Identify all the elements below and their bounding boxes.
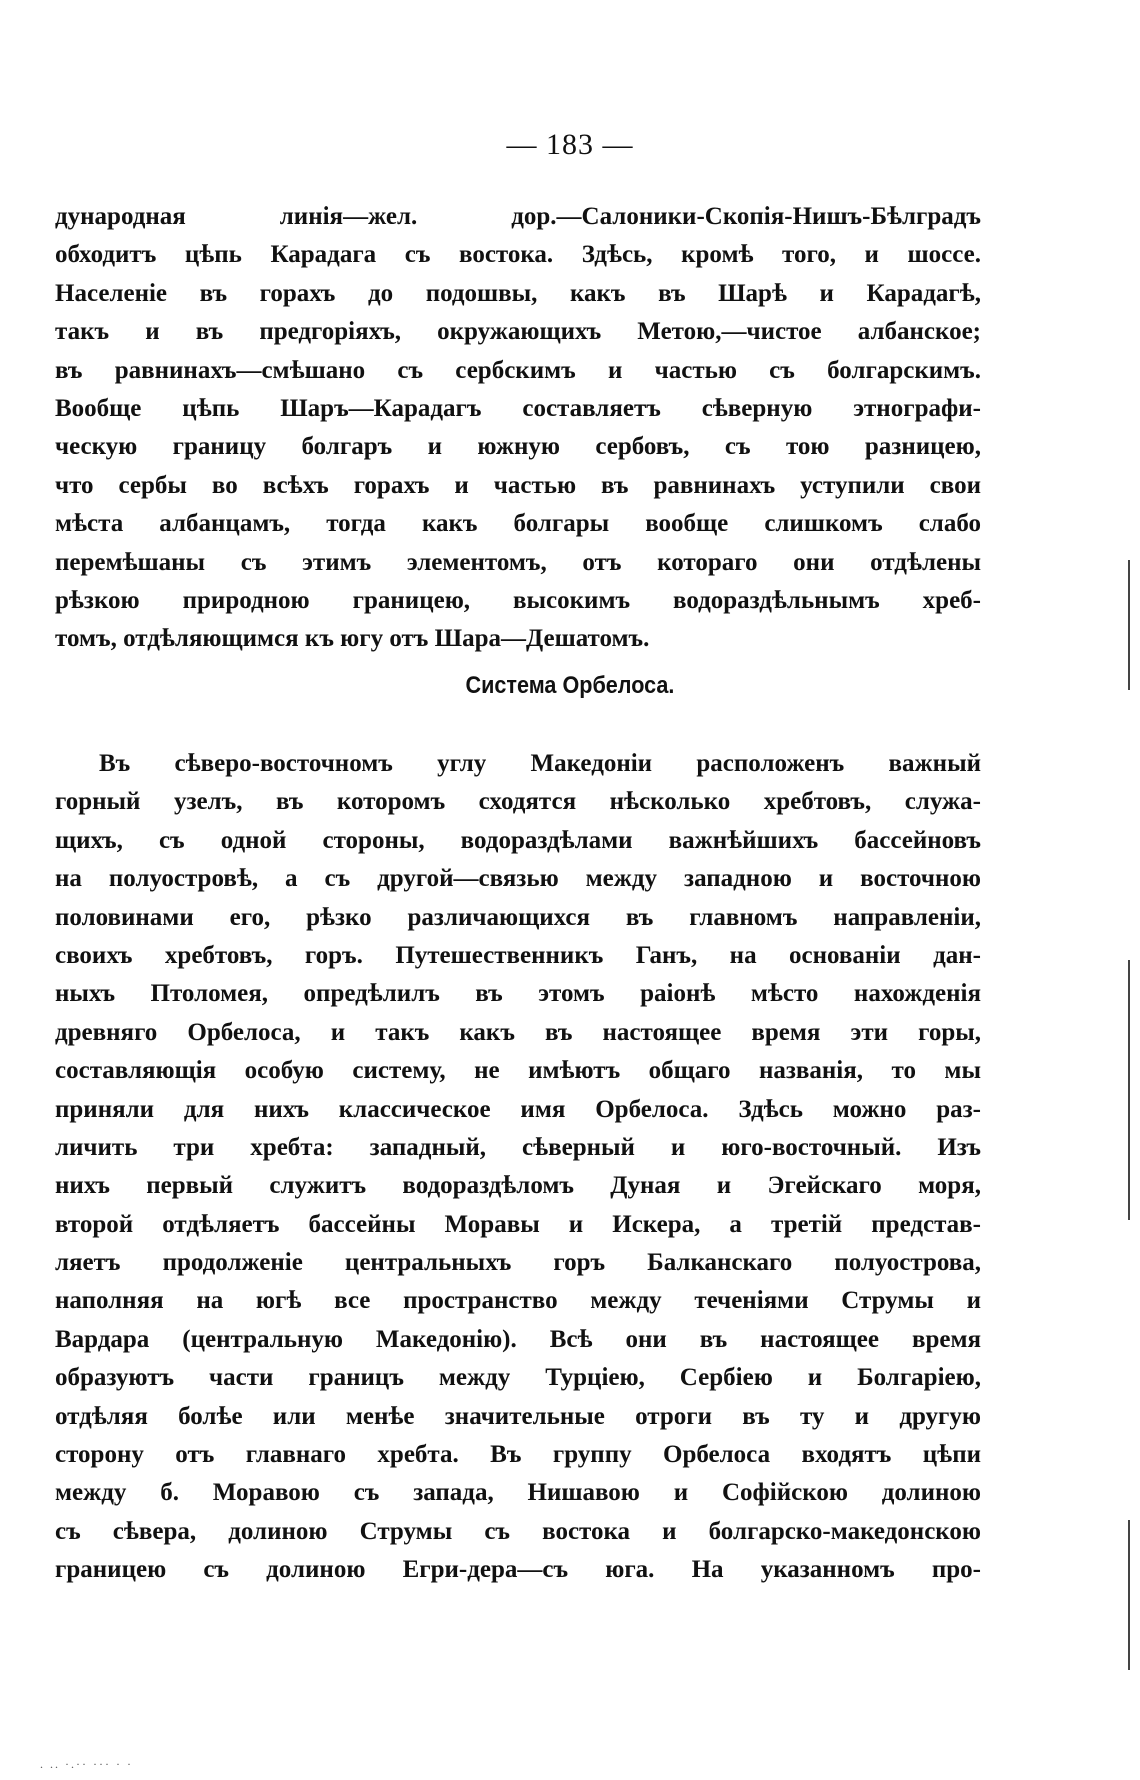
text-line: ныхъ Птоломея, опредѣлилъ въ этомъ раіонѣ мѣсто нахожденія [55,980,981,1008]
text-line: съ сѣвера, долиною Струмы съ востока и болгарско-македонскою [55,1517,981,1545]
paragraph-continued [55,198,981,659]
text-line: томъ, отдѣляющимся къ югу отъ Шара—Дешатомъ. [55,625,650,653]
text-line: Вардара (центральную Македонію). Всѣ они въ настоящее время [55,1325,981,1353]
text-line: щихъ, съ одной стороны, водораздѣлами важнѣйшихъ бассейновъ [55,826,981,854]
text-line: на полуостровѣ, а съ другой—связью между западною и восточною [55,865,981,893]
page-number: — 183 — [506,128,634,161]
text-line: что сербы во всѣхъ горахъ и частью въ равнинахъ уступили свои [55,471,981,499]
text-line: Вообще цѣпь Шаръ—Карадагъ составляетъ сѣверную этнографи- [55,394,981,422]
text-line: горный узелъ, въ которомъ сходятся нѣсколько хребтовъ, служа- [55,788,981,816]
page-edge-line [1128,560,1130,690]
text-line: между б. Моравою съ запада, Нишавою и Софійскою долиною [55,1479,981,1507]
section-heading: Система Орбелоса. [465,672,675,699]
text-line: перемѣшаны съ этимъ элементомъ, отъ котораго они отдѣлены [55,548,981,576]
paragraph-orbelos [55,745,981,1590]
text-line: Населеніе въ горахъ до подошвы, какъ въ Шарѣ и Карадагѣ, [55,279,981,307]
text-line: половинами его, рѣзко различающихся въ главномъ направленіи, [55,903,981,931]
page-edge-line [1128,1520,1130,1670]
text-line: приняли для нихъ классическое имя Орбелоса. Здѣсь можно раз- [55,1095,981,1123]
text-line: ческую границу болгаръ и южную сербовъ, съ тою разницею, [55,433,981,461]
scan-artifact: . .. ·.·· ··· · · [40,1757,133,1771]
text-line: образуютъ части границъ между Турціею, Сербіею и Болгаріею, [55,1364,981,1392]
text-line: Въ сѣверо-восточномъ углу Македоніи расположенъ важный [99,750,981,777]
text-line: такъ и въ предгоріяхъ, окружающихъ Метою,—чистое албанское; [55,318,981,346]
text-line: своихъ хребтовъ, горъ. Путешественникъ Ганъ, на основаніи дан- [55,941,981,969]
text-line: мѣста албанцамъ, тогда какъ болгары вообще слишкомъ слабо [55,510,981,538]
text-line: отдѣляя болѣе или менѣе значительные отроги въ ту и другую [55,1402,981,1430]
text-line: личить три хребта: западный, сѣверный и юго-восточный. Изъ [55,1133,981,1161]
text-line: ляетъ продолженіе центральныхъ горъ Балканскаго полуострова, [55,1249,981,1277]
page-edge-line [1128,960,1130,1220]
text-line: нихъ первый служитъ водораздѣломъ Дуная и Эгейскаго моря, [55,1172,981,1200]
text-line: дународная линія—жел. дор.—Салоники-Скопія-Нишъ-Бѣлградъ [55,203,981,230]
text-line: рѣзкою природною границею, высокимъ водораздѣльнымъ хреб- [55,586,981,614]
text-line: сторону отъ главнаго хребта. Въ группу Орбелоса входятъ цѣпи [55,1441,981,1469]
text-line: обходитъ цѣпь Карадага съ востока. Здѣсь, кромѣ того, и шоссе. [55,241,981,269]
text-line: древняго Орбелоса, и такъ какъ въ настоящее время эти горы, [55,1018,981,1046]
text-line: границею съ долиною Егри-дера—съ юга. На указанномъ про- [55,1556,981,1584]
text-line: второй отдѣляетъ бассейны Моравы и Искера, а третій представ- [55,1210,981,1238]
text-line: наполняя на югѣ все пространство между теченіями Струмы и [55,1287,981,1315]
text-line: составляющія особую систему, не имѣютъ общаго названія, то мы [55,1057,981,1085]
text-line: въ равнинахъ—смѣшано съ сербскимъ и частью съ болгарскимъ. [55,356,981,384]
